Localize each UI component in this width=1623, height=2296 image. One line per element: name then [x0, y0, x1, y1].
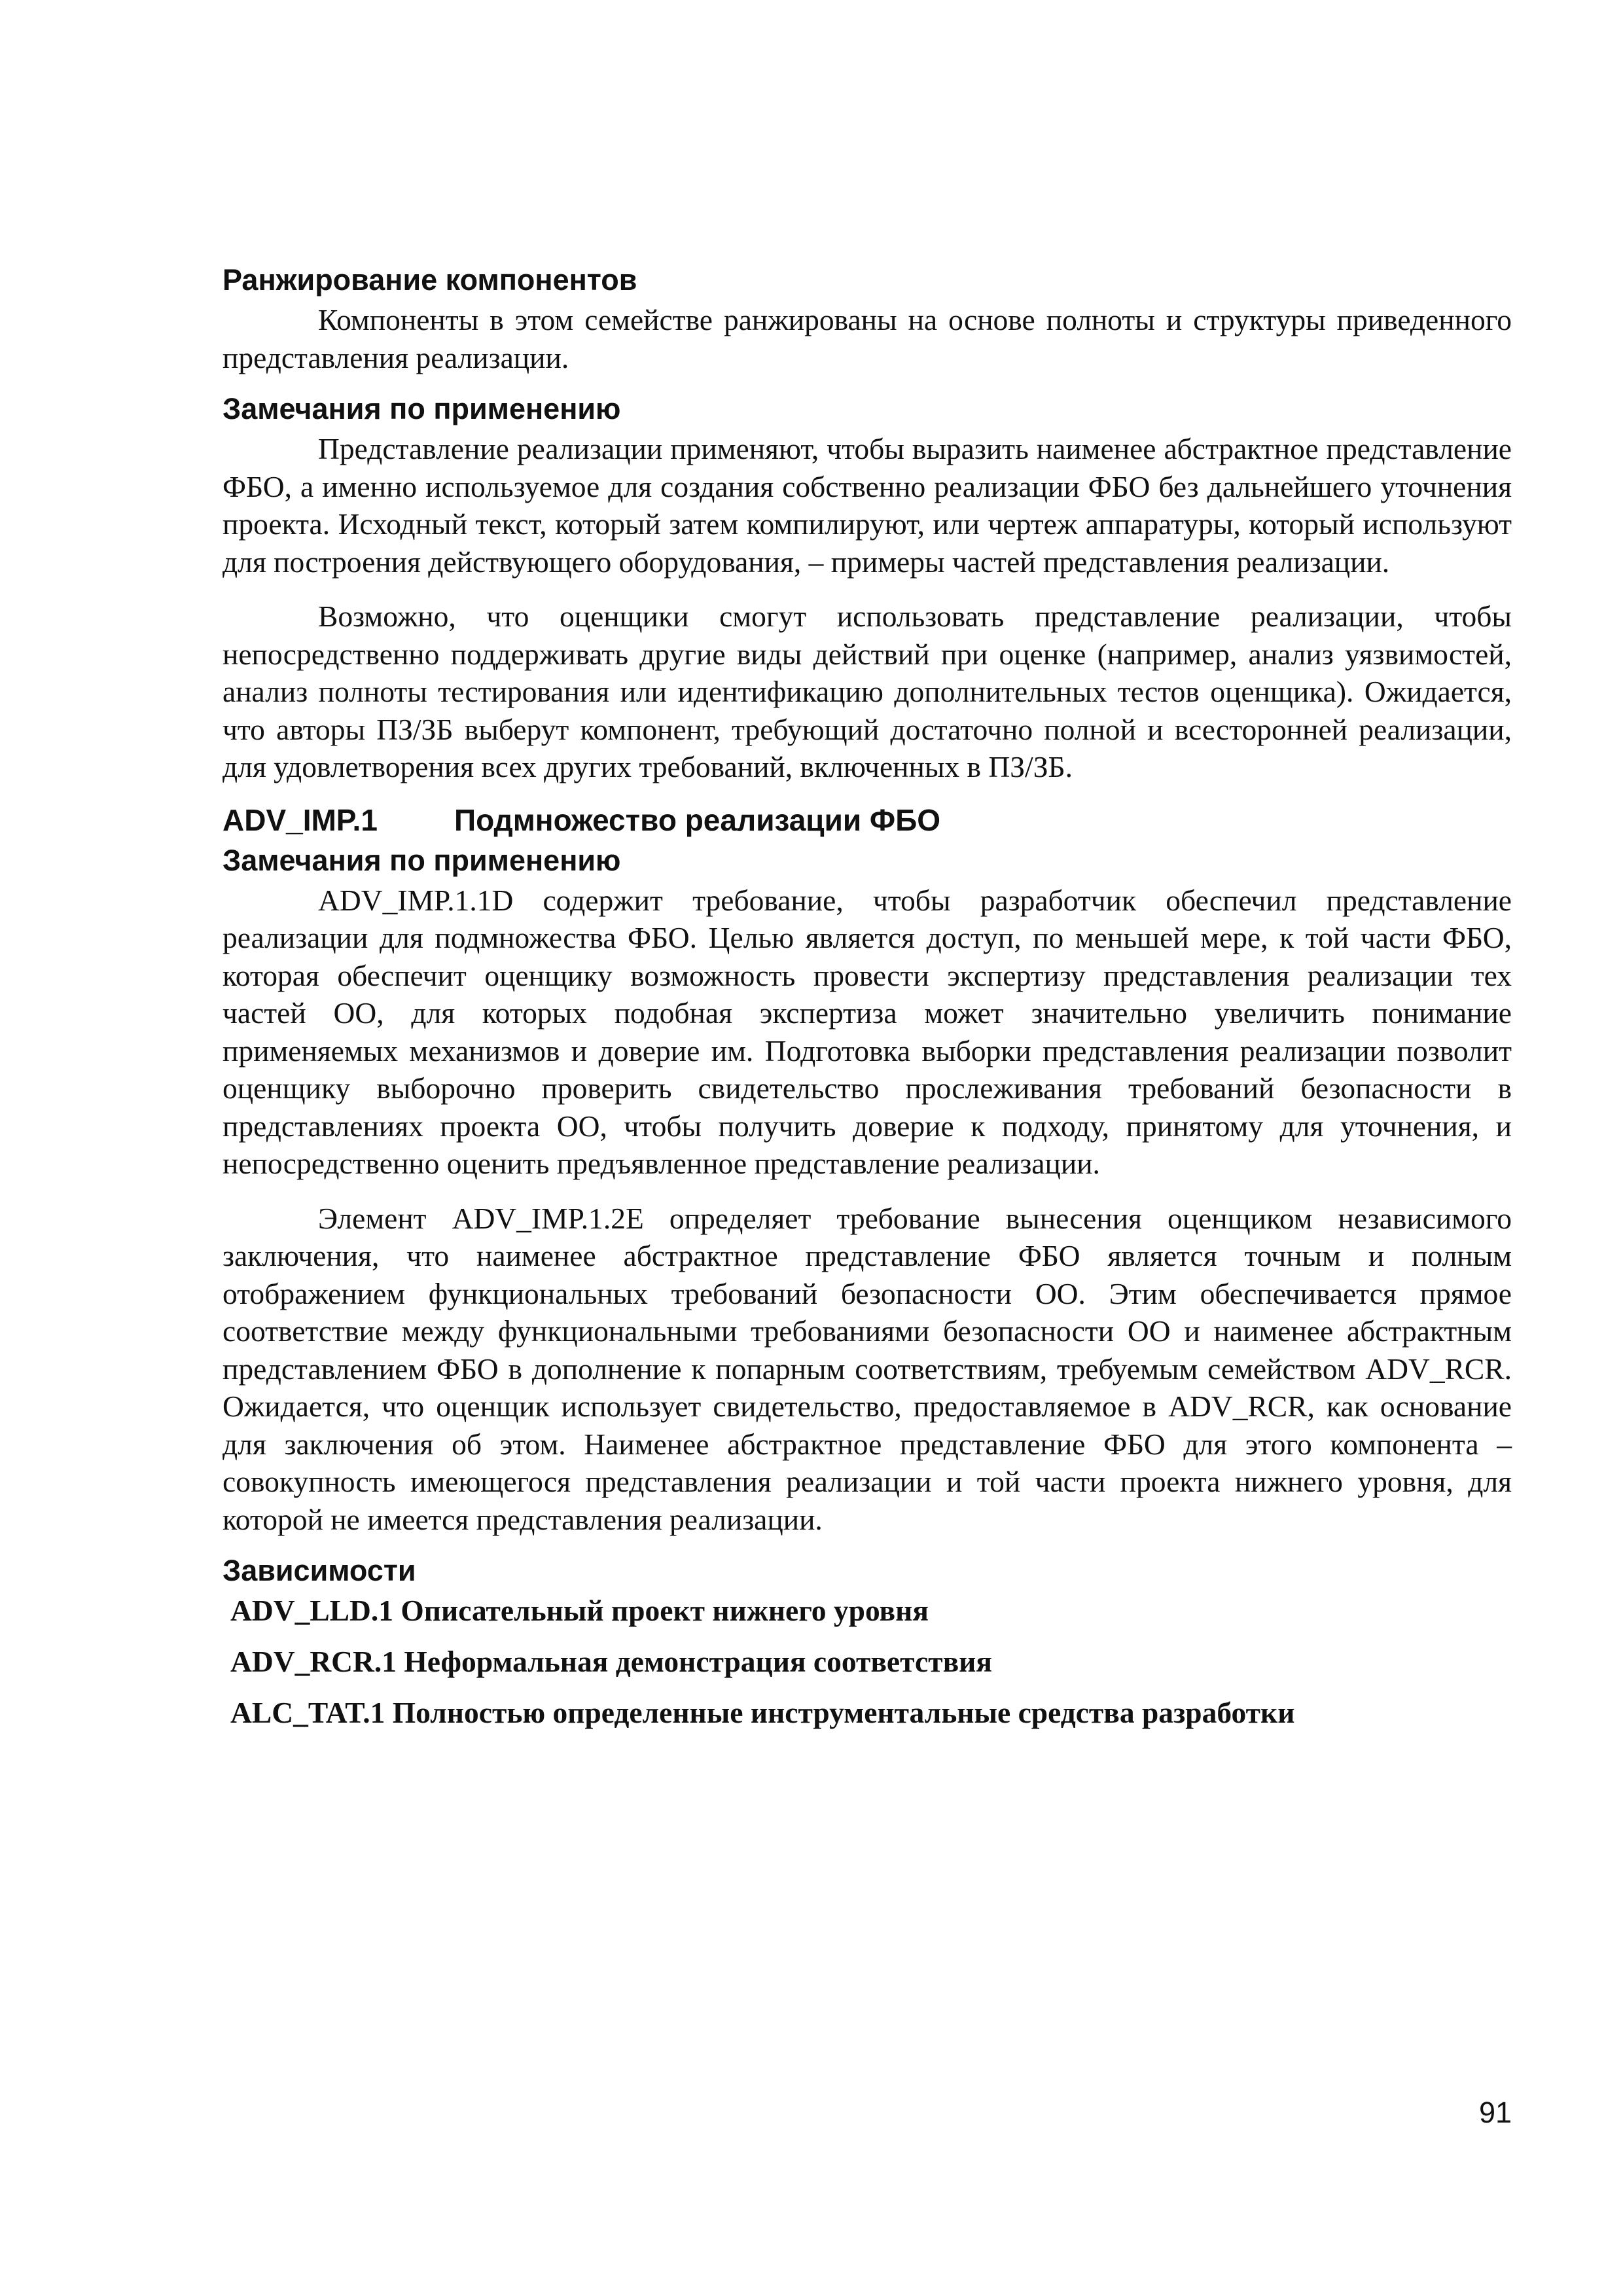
page-number: 91 — [1479, 2096, 1512, 2129]
section-heading — [223, 799, 1512, 841]
dependency-item: ADV_LLD.1 Описательный проект нижнего уровня — [230, 1594, 929, 1627]
application-notes-paragraph: Элемент ADV_IMP.1.2E определяет требование вынесения оценщиком независимого заключения, что наименее абстрактное представление ФБО является точным и полным отображением функциональных требований безопасности ОО. Этим обеспечивается прямое соответствие между функциональными требованиями безопасности ОО и наименее абстрактным представлением ФБО в дополнение к попарным соответствиям, требуемым семейством ADV_RCR. Ожидается, что оценщик использует свидетельство, предоставляемое в ADV_RCR, как основание для заключения об этом. Наименее абстрактное представление ФБО для этого компонента – совокупность имеющегося представления реализации и той части проекта нижнего уровня, для которой не имеется представления реализации. — [223, 1201, 1512, 1536]
application-notes-paragraph: Возможно, что оценщики смогут использовать представление реализации, чтобы непосредственно поддерживать другие виды действий при оценке (например, анализ уязвимостей, анализ полноты тестирования или идентификацию дополнительных тестов оценщика). Ожидается, что авторы ПЗ/ЗБ выберут компонент, требующий достаточно полной и всесторонней реализации, для удовлетворения всех других требований, включенных в ПЗ/ЗБ. — [223, 600, 1512, 783]
page-content — [223, 260, 1512, 1745]
application-notes-heading: Замечания по применению — [223, 392, 621, 425]
application-notes-paragraph: ADV_IMP.1.1D содержит требование, чтобы разработчик обеспечил представление реализации для подмножества ФБО. Целью является доступ, по меньшей мере, к той части ФБО, которая обеспечит оценщику возможность провести экспертизу представления реализации тех частей ОО, для которых подобная экспертиза может значительно увеличить понимание применяемых механизмов и доверие им. Подготовка выборки представления реализации позволит оценщику выборочно проверить свидетельство прослеживания требований безопасности в представлениях проекта ОО, чтобы получить доверие к подходу, принятому для уточнения, и непосредственно оценить предъявленное представление реализации. — [223, 883, 1512, 1180]
application-notes-paragraph: Представление реализации применяют, чтобы выразить наименее абстрактное представление ФБО, а именно используемое для создания собственно реализации ФБО без дальнейшего уточнения проекта. Исходный текст, который затем компилируют, или чертеж аппаратуры, который используют для построения действующего оборудования, – примеры частей представления реализации. — [223, 432, 1512, 579]
section-code: ADV_IMP.1 — [223, 802, 378, 837]
dependency-item: ADV_RCR.1 Неформальная демонстрация соответствия — [230, 1645, 992, 1678]
dependency-item: ALC_TAT.1 Полностью определенные инструментальные средства разработки — [230, 1696, 1295, 1729]
section-title: Подмножество реализации ФБО — [454, 802, 941, 837]
dependencies-heading: Зависимости — [223, 1554, 416, 1587]
ranking-heading: Ранжирование компонентов — [223, 263, 637, 296]
ranking-text: Компоненты в этом семействе ранжированы на основе полноты и структуры приведенного представления реализации. — [223, 303, 1512, 374]
application-notes-heading: Замечания по применению — [223, 843, 621, 877]
